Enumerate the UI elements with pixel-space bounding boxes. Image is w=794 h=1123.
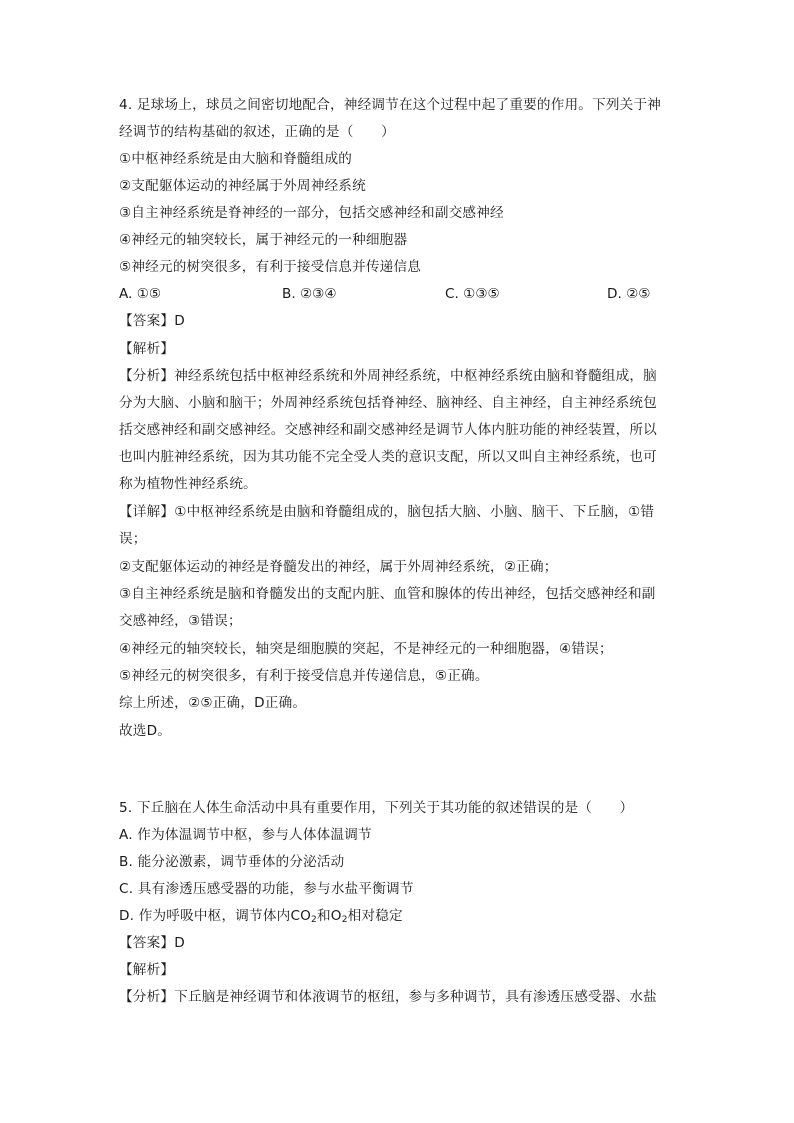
q4-fenxi-text-1: 神经系统包括中枢神经系统和外周神经系统，中枢神经系统由脑和脊髓组成，脑 — [174, 368, 657, 384]
q4-xiangjie-tag: 【详解】 — [119, 504, 175, 520]
q5-fenxi-line-1 — [119, 987, 657, 1007]
q4-xiangjie-line-1 — [119, 502, 654, 522]
q4-xiangjie-line-8: 综上所述，②⑤正确，D正确。 — [119, 695, 307, 711]
q4-option-c: C. ①③⑤ — [445, 286, 500, 302]
q5-option-c: C. 具有渗透压感受器的功能，参与水盐平衡调节 — [119, 881, 414, 897]
q4-xiangjie-line-2: 误； — [119, 531, 147, 547]
q4-statement-5: ⑤神经元的树突很多，有利于接受信息并传递信息 — [119, 259, 422, 275]
q4-option-b: B. ②③④ — [282, 286, 337, 302]
q4-answer-value: D — [174, 313, 185, 329]
q4-fenxi-line-2: 分为大脑、小脑和脑干；外周神经系统包括脊神经、脑神经、自主神经，自主神经系统包 — [119, 395, 657, 411]
q5-option-d — [119, 906, 403, 926]
q5-stem: 5. 下丘脑在人体生命活动中具有重要作用，下列关于其功能的叙述错误的是（ ） — [119, 800, 634, 816]
q4-xiangjie-line-3: ②支配躯体运动的神经是脊髓发出的神经，属于外周神经系统，②正确； — [119, 559, 558, 575]
q5-answer-value: D — [174, 935, 185, 951]
q5-option-d-suffix: 相对稳定 — [347, 908, 403, 924]
q5-option-d-sub2: 2 — [341, 915, 348, 925]
q4-fenxi-line-4: 也叫内脏神经系统，因为其功能不完全受人类的意识支配，所以又叫自主神经系统，也可 — [119, 449, 657, 465]
q4-statement-3: ③自主神经系统是脊神经的一部分，包括交感神经和副交感神经 — [119, 205, 504, 221]
q4-fenxi-tag: 【分析】 — [119, 368, 175, 384]
q5-option-d-prefix: D. 作为呼吸中枢，调节体内CO — [119, 908, 312, 924]
q5-answer-tag: 【答案】 — [119, 935, 175, 951]
q5-option-d-mid: 和O — [316, 908, 342, 924]
q4-option-a: A. ①⑤ — [119, 286, 162, 302]
q5-fenxi-tag: 【分析】 — [119, 989, 175, 1005]
q5-option-d-sub1: 2 — [311, 915, 317, 925]
q4-xiangjie-text-1: ①中枢神经系统是由脑和脊髓组成的，脑包括大脑、小脑、脑干、下丘脑，①错 — [174, 504, 655, 520]
q4-xiangjie-line-6: ④神经元的轴突较长，轴突是细胞膜的突起，不是神经元的一种细胞器，④错误； — [119, 641, 613, 657]
q5-option-b: B. 能分泌激素，调节垂体的分泌活动 — [119, 854, 345, 870]
q4-statement-2: ②支配躯体运动的神经属于外周神经系统 — [119, 178, 366, 194]
q5-analysis-tag: 【解析】 — [119, 962, 175, 978]
q4-xiangjie-line-9: 故选D。 — [119, 723, 172, 739]
q4-statement-4: ④神经元的轴突较长，属于神经元的一种细胞器 — [119, 232, 408, 248]
q4-stem-line1: 4. 足球场上，球员之间密切地配合，神经调节在这个过程中起了重要的作用。下列关于神 — [119, 97, 662, 113]
q4-xiangjie-line-4: ③自主神经系统是脑和脊髓发出的支配内脏、血管和腺体的传出神经，包括交感神经和副 — [119, 586, 656, 602]
q4-xiangjie-line-5: 交感神经，③错误； — [119, 613, 242, 629]
q4-stem-line2: 经调节的结构基础的叙述，正确的是（ ） — [119, 124, 395, 140]
q5-fenxi-text: 下丘脑是神经调节和体液调节的枢纽，参与多种调节，具有渗透压感受器、水盐 — [174, 989, 657, 1005]
q5-answer — [119, 933, 185, 953]
q4-analysis-tag: 【解析】 — [119, 341, 175, 357]
q4-fenxi-line-3: 括交感神经和副交感神经。交感神经和副交感神经是调节人体内脏功能的神经装置，所以 — [119, 422, 657, 438]
q4-fenxi-line-5: 称为植物性神经系统。 — [119, 476, 257, 492]
q4-answer-tag: 【答案】 — [119, 313, 175, 329]
q4-fenxi-line-1 — [119, 366, 657, 386]
q4-statement-1: ①中枢神经系统是由大脑和脊髓组成的 — [119, 151, 353, 167]
q4-xiangjie-line-7: ⑤神经元的树突很多，有利于接受信息并传递信息，⑤正确。 — [119, 668, 489, 684]
q4-answer — [119, 311, 185, 331]
q4-option-d: D. ②⑤ — [607, 286, 651, 302]
q5-option-a: A. 作为体温调节中枢，参与人体体温调节 — [119, 827, 372, 843]
